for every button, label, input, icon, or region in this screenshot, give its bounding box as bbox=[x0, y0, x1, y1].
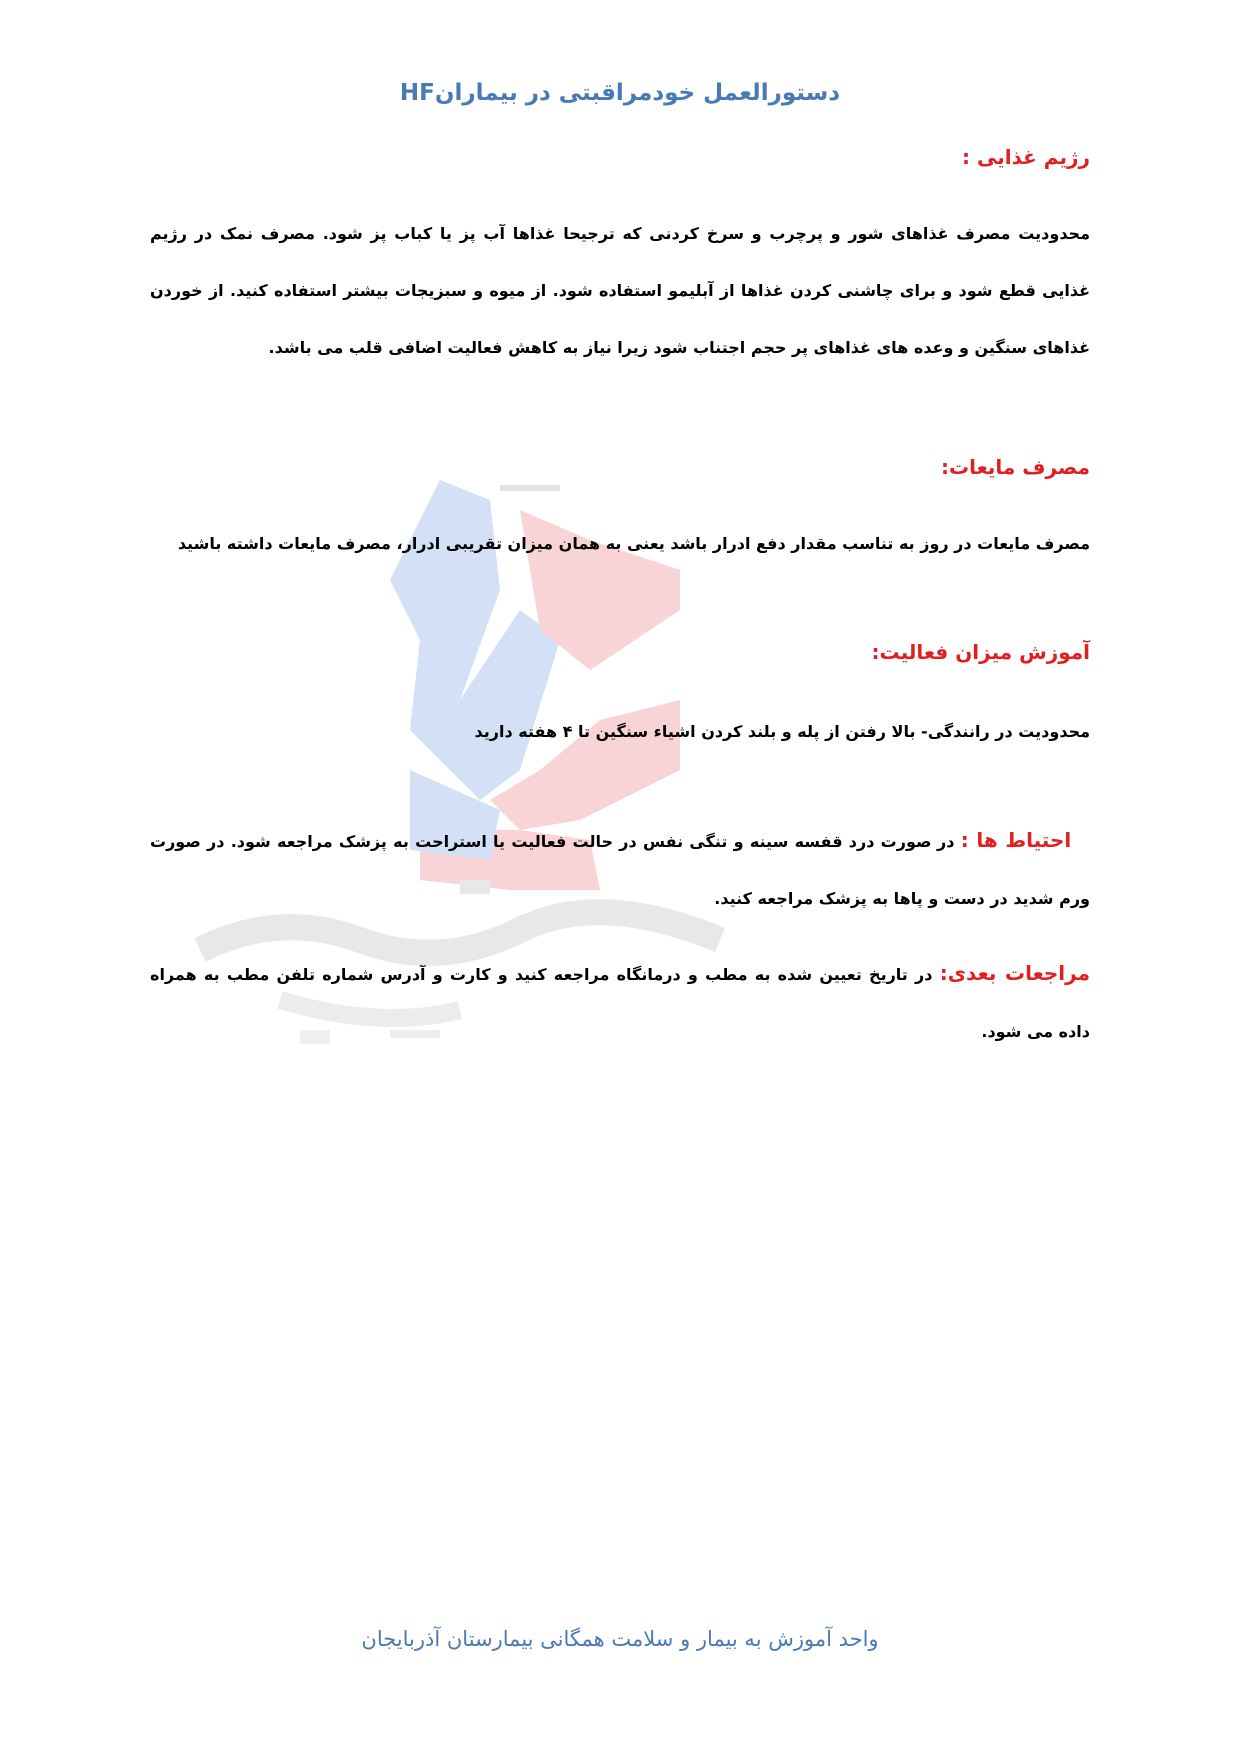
document-footer: واحد آموزش به بیمار و سلامت همگانی بیمارستان آذربایجان bbox=[361, 1627, 879, 1651]
section-heading-activity: آموزش میزان فعالیت: bbox=[871, 640, 1090, 664]
document-title: دستورالعمل خودمراقبتی در بیمارانHF bbox=[399, 80, 841, 106]
precautions-label: احتیاط ها : bbox=[960, 828, 1072, 852]
precautions-paragraph bbox=[150, 812, 1090, 927]
section-body-fluids: مصرف مایعات در روز به تناسب مقدار دفع ادرار باشد یعنی به همان میزان تقریبی ادرار، مصرف مایعات داشته باشید bbox=[177, 534, 1090, 553]
followup-paragraph bbox=[150, 945, 1090, 1060]
followup-label: مراجعات بعدی: bbox=[939, 961, 1090, 985]
section-heading-diet: رژیم غذایی : bbox=[962, 145, 1090, 169]
section-heading-fluids: مصرف مایعات: bbox=[940, 455, 1090, 479]
followup-body: در تاریخ تعیین شده به مطب و درمانگاه مراجعه کنید و کارت و آدرس شماره تلفن مطب به همراه داده می شود. bbox=[150, 965, 1090, 1041]
precautions-body: در صورت درد قفسه سینه و تنگی نفس در حالت فعالیت یا استراحت به پزشک مراجعه شود. در صورت ورم شدید در دست و پاها به پزشک مراجعه کنید. bbox=[150, 832, 1090, 908]
section-body-activity: محدودیت در رانندگی- بالا رفتن از پله و بلند کردن اشیاء سنگین تا ۴ هفته دارید bbox=[474, 722, 1090, 741]
section-body-diet: محدودیت مصرف غذاهای شور و پرچرب و سرخ کردنی که ترجیحا غذاها آب پز یا کباب پز شود. مصرف نمک در رژیم غذایی قطع شود و برای چاشنی کردن غذاها از آبلیمو استفاده شود. از میوه و سبزیجات بیشتر استفاده کنید. از خوردن غذاهای سنگین و وعده های غذاهای پر حجم اجتناب شود زیرا نیاز به کاهش فعالیت اضافی قلب می باشد. bbox=[150, 224, 1090, 357]
